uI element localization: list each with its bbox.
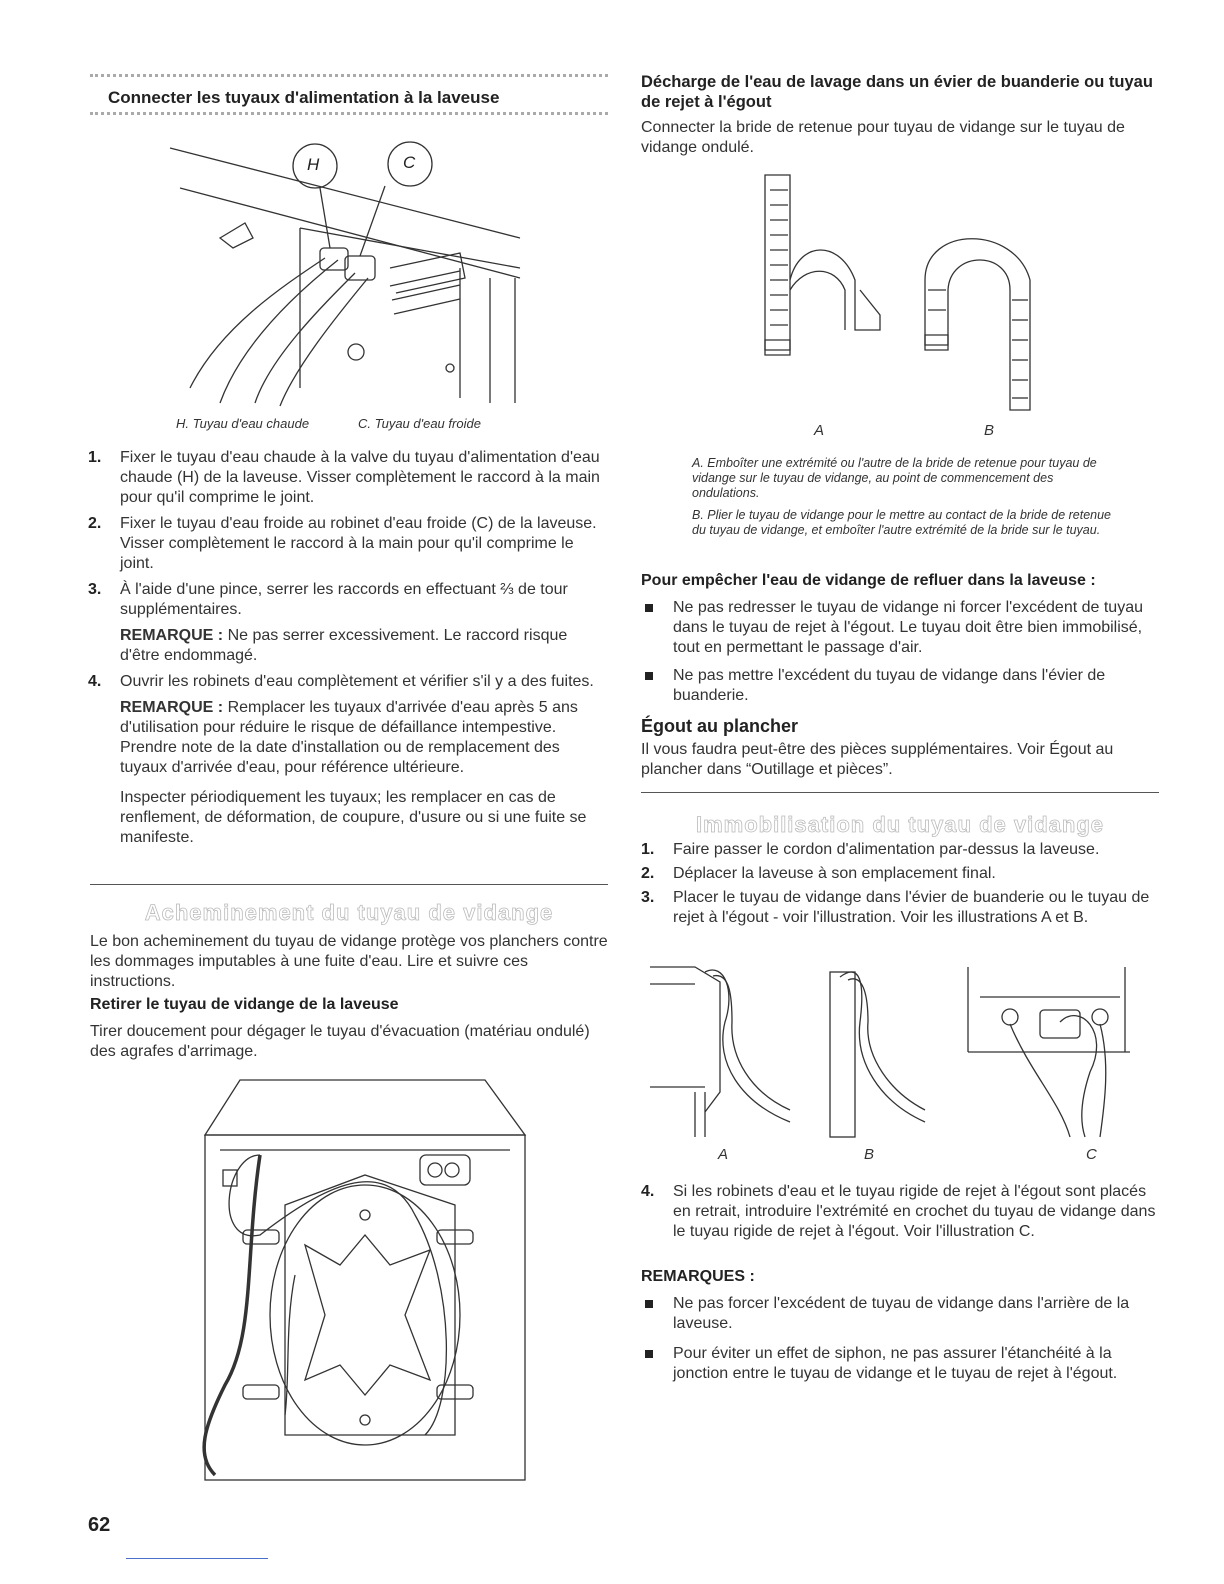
- step-number: 4.: [641, 1183, 655, 1200]
- discharge-title: Décharge de l'eau de lavage dans un évier de buanderie ou tuyau de rejet à l'égout: [641, 73, 1153, 111]
- step-number: 2.: [641, 865, 655, 882]
- secure-step-4: [641, 1182, 1159, 1242]
- page-number: 62: [88, 1514, 111, 1536]
- supply-hoses-illustration: [160, 128, 540, 408]
- secure-step-4-wrap: [641, 1182, 1159, 1242]
- hose-routing-illustrations: [650, 962, 1150, 1142]
- step-text: Si les robinets d'eau et le tuyau rigide de rejet à l'égout sont placés en retrait, introduire l'extrémité en crochet du tuyau de vidange dans le tuyau rigide de rejet à l'égout. Voir l'illustration C.: [673, 1183, 1156, 1240]
- step-number: 3.: [88, 581, 102, 598]
- routing-intro: Le bon acheminement du tuyau de vidange protège vos planchers contre les dommages imputables à une fuite d'eau. Lire et suivre ces instructions.: [90, 933, 608, 990]
- note-text: Remplacer les tuyaux d'arrivée d'eau après 5 ans d'utilisation pour réduire le risque de défaillance intempestive. Prendre note de la date d'installation ou de remplacement des tuyaux d'arrivée d'eau, pour référence ultérieure.: [120, 699, 578, 776]
- supply-step-1: [88, 448, 608, 508]
- secure-step-1: [641, 840, 1159, 860]
- secure-title: Immobilisation du tuyau de vidange: [695, 812, 1105, 837]
- note-label: REMARQUE :: [120, 699, 224, 716]
- floor-drain-title: Égout au plancher: [641, 716, 799, 736]
- supply-steps: [88, 448, 608, 848]
- remove-hose-text: Tirer doucement pour dégager le tuyau d'évacuation (matériau ondulé) des agrafes d'arrimage.: [90, 1023, 590, 1060]
- step-text: Fixer le tuyau d'eau chaude à la valve du tuyau d'alimentation d'eau chaude (H) de la laveuse. Visser complètement le raccord à la main pour qu'il comprime le joint.: [120, 449, 600, 506]
- supply-title: Connecter les tuyaux d'alimentation à la laveuse: [108, 88, 500, 107]
- hot-marker-label: H: [307, 155, 320, 174]
- caption-cold-hose: C. Tuyau d'eau froide: [358, 416, 481, 431]
- remark-item: [641, 1344, 1159, 1384]
- inspect-text: Inspecter périodiquement les tuyaux; les remplacer en cas de renflement, de déformation, de coupure, d'usure ou si une fuite se manifeste.: [120, 789, 587, 846]
- step-text: Fixer le tuyau d'eau froide au robinet d'eau froide (C) de la laveuse. Visser complètement le raccord à la main pour qu'il comprime le joint.: [120, 515, 597, 572]
- step-number: 2.: [88, 515, 102, 532]
- secure-rule: [641, 792, 1159, 793]
- secure-steps: [641, 840, 1159, 928]
- step-text: Ouvrir les robinets d'eau complètement et vérifier s'il y a des fuites.: [120, 673, 594, 690]
- washer-back-illustration: [165, 1075, 535, 1485]
- step-number: 1.: [641, 841, 655, 858]
- note-label: REMARQUE :: [120, 627, 224, 644]
- remark-item: [641, 1294, 1159, 1334]
- note-text: Ne pas serrer excessivement. Le raccord risque d'être endommagé.: [120, 627, 568, 664]
- step-text: Faire passer le cordon d'alimentation par-dessus la laveuse.: [673, 841, 1100, 858]
- supply-step-4: [88, 672, 608, 692]
- fig1-caption-a: A. Emboîter une extrémité ou l'autre de la bride de retenue pour tuyau de vidange sur le tuyau de vidange, au point de commencement des ondulations.: [692, 456, 1097, 500]
- step-number: 3.: [641, 889, 655, 906]
- remark-item-text: Pour éviter un effet de siphon, ne pas assurer l'étanchéité à la jonction entre le tuyau de vidange et le tuyau de rejet à l'égout.: [673, 1345, 1118, 1382]
- remarks-title: REMARQUES :: [641, 1268, 755, 1285]
- note-1: [88, 626, 608, 666]
- bullet-square: [645, 1350, 653, 1358]
- bullet-square: [645, 604, 653, 612]
- step-number: 1.: [88, 449, 102, 466]
- backflow-item: [641, 598, 1159, 658]
- routing-title: Acheminement du tuyau de vidange: [144, 900, 554, 925]
- backflow-title: Pour empêcher l'eau de vidange de refluer dans la laveuse :: [641, 572, 1096, 589]
- supply-step-3: [88, 580, 608, 620]
- backflow-item-text: Ne pas redresser le tuyau de vidange ni forcer l'excédent de tuyau dans le tuyau de rejet à l'égout. Le tuyau doit être bien immobilisé, tout en permettant le passage d'air.: [673, 599, 1143, 656]
- top-dotted-rule: [90, 74, 608, 77]
- secure-step-2: [641, 864, 1159, 884]
- step-number: 4.: [88, 673, 102, 690]
- cold-marker-label: C: [403, 153, 416, 172]
- backflow-item-text: Ne pas mettre l'excédent du tuyau de vidange dans l'évier de buanderie.: [673, 667, 1106, 704]
- fig1-label-b: B: [984, 422, 995, 439]
- remove-hose-title: Retirer le tuyau de vidange de la laveuse: [90, 996, 399, 1013]
- fig2-label-c: C: [1086, 1146, 1097, 1163]
- fig2-label-b: B: [864, 1146, 875, 1163]
- note-2: [88, 698, 608, 778]
- backflow-item: [641, 666, 1159, 706]
- step-text: Placer le tuyau de vidange dans l'évier de buanderie ou le tuyau de rejet à l'égout - voir l'illustration. Voir les illustrations A et B.: [673, 889, 1150, 926]
- step-text: Déplacer la laveuse à son emplacement final.: [673, 865, 996, 882]
- bullet-square: [645, 672, 653, 680]
- fig1-label-a: A: [814, 422, 825, 439]
- routing-rule: [90, 884, 608, 885]
- remarks-list: [641, 1294, 1159, 1384]
- fig2-label-a: A: [718, 1146, 729, 1163]
- drain-hose-form-illustration: [760, 170, 1060, 415]
- discharge-text: Connecter la bride de retenue pour tuyau de vidange sur le tuyau de vidange ondulé.: [641, 119, 1125, 156]
- step-text: À l'aide d'une pince, serrer les raccords en effectuant ⅔ de tour supplémentaires.: [120, 581, 568, 618]
- fig1-caption-b: B. Plier le tuyau de vidange pour le mettre au contact de la bride de retenue du tuyau de vidange, et emboîter l'autre extrémité de la bride sur le tuyau.: [692, 508, 1112, 537]
- floor-drain-text: Il vous faudra peut-être des pièces supplémentaires. Voir Égout au plancher dans “Outillage et pièces”.: [641, 741, 1114, 778]
- inspect-paragraph: [88, 788, 608, 848]
- remark-item-text: Ne pas forcer l'excédent de tuyau de vidange dans l'arrière de la laveuse.: [673, 1295, 1130, 1332]
- caption-hot-hose: H. Tuyau d'eau chaude: [176, 416, 310, 431]
- supply-dotted-rule: [90, 112, 608, 115]
- supply-step-2: [88, 514, 608, 574]
- secure-step-3: [641, 888, 1159, 928]
- footer-blue-rule: [126, 1558, 268, 1559]
- bullet-square: [645, 1300, 653, 1308]
- backflow-list: [641, 598, 1159, 706]
